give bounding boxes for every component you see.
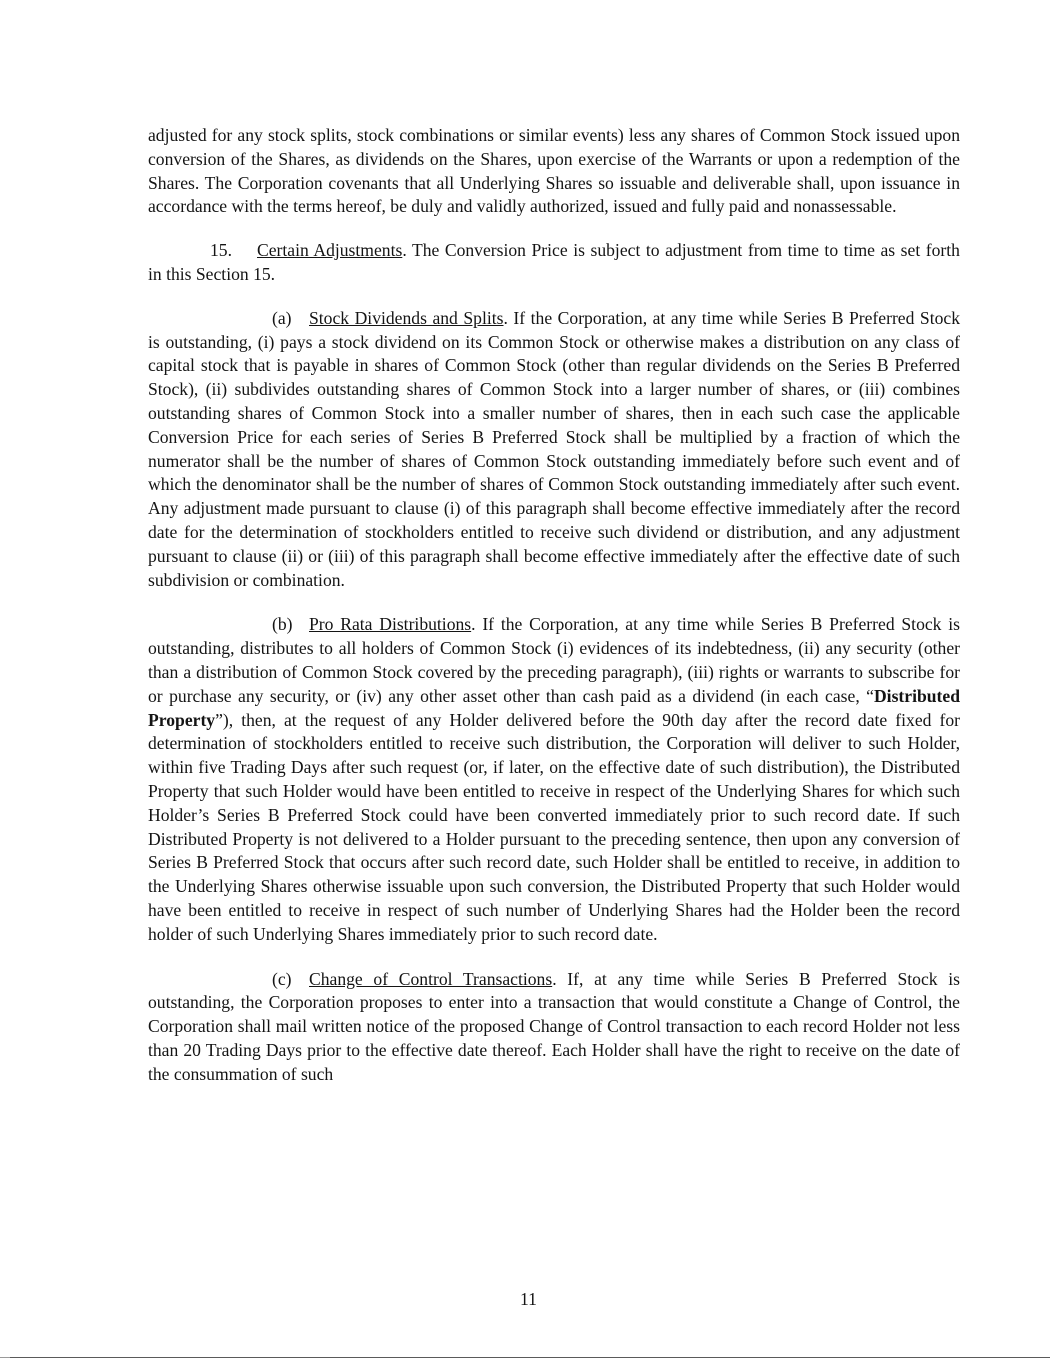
clause-a-paragraph [148, 307, 960, 593]
section-15-heading: Certain Adjustments [257, 240, 403, 261]
section-15-number: 15. [210, 240, 232, 261]
clause-c-text: . If, at any time while Series B Preferred Stock is outstanding, the Corporation proposes to enter into a transaction that would constitute a Change of Control, the Corporation shall mail written notice of the proposed Change of Control transaction to each record Holder not less than 20 Trading Days prior to the effective date thereof. Each Holder shall have the right to receive on the date of the consummation of such [148, 968, 961, 1084]
section-15-paragraph [148, 239, 960, 287]
clause-c-heading: Change of Control Transactions [309, 968, 553, 989]
clause-a-heading: Stock Dividends and Splits [309, 307, 504, 328]
clause-a-text: . If the Corporation, at any time while Series B Preferred Stock is outstanding, (i) pays a stock dividend on its Common Stock or otherwise makes a distribution on any class of capital stock that is payable in shares of Common Stock (other than regular dividends on the Series B Preferred Stock), (ii) subdivides outstanding shares of Common Stock into a larger number of shares, or (iii) combines outstanding shares of Common Stock into a smaller number of shares, then in each such case the applicable Conversion Price for each series of Series B Preferred Stock shall be multiplied by a fraction of which the numerator shall be the number of shares of Common Stock outstanding immediately before such event and of which the denominator shall be the number of shares of Common Stock outstanding immediately after such event. Any adjustment made pursuant to clause (i) of this paragraph shall become effective immediately after the record date for the determination of stockholders entitled to receive such dividend or distribution, and any adjustment pursuant to clause (ii) or (iii) of this paragraph shall become effective immediately after the effective date of such subdivision or combination. [148, 307, 961, 590]
document-page [148, 124, 960, 1086]
clause-b-label: (b) [272, 614, 293, 635]
clause-a-label: (a) [272, 307, 292, 328]
section-15-text: . The Conversion Price is subject to adjustment from time to time as set forth in this Section 15. [148, 240, 960, 284]
clause-b-text-before: . If the Corporation, at any time while Series B Preferred Stock is outstanding, distributes to all holders of Common Stock (i) evidences of its indebtedness, (ii) any security (other than a distribution of Common Stock covered by the preceding paragraph), (iii) rights or warrants to subscribe for or purchase any security, or (iv) any other asset other than cash paid as a dividend (in each case, “ [148, 614, 960, 706]
page-number: 11 [520, 1289, 537, 1309]
footer-rule-stub [0, 1357, 10, 1358]
clause-c-paragraph [148, 968, 960, 1087]
distributed-property-term: Distributed Property [148, 685, 960, 730]
clause-b-paragraph [148, 613, 960, 946]
footer-rule [10, 1357, 1050, 1358]
clause-b-text-after: ”), then, at the request of any Holder delivered before the 90th day after the record date fixed for determination of stockholders entitled to receive such distribution, the Corporation will deliver to such Holder, within five Trading Days after such request (or, if later, on the effective date of such distribution), the Distributed Property that such Holder would have been entitled to receive in respect of the Underlying Shares for which such Holder’s Series B Preferred Stock could have been converted immediately prior to such record date. If such Distributed Property is not delivered to a Holder pursuant to the preceding sentence, then upon any conversion of Series B Preferred Stock that occurs after such record date, such Holder shall be entitled to receive, in addition to the Underlying Shares otherwise issuable upon such conversion, the Distributed Property that such Holder would have been entitled to receive in respect of such number of Underlying Shares had the Holder been the record holder of such Underlying Shares immediately prior to such record date. [148, 709, 960, 944]
intro-paragraph: adjusted for any stock splits, stock combinations or similar events) less any shares of Common Stock issued upon conversion of the Shares, as dividends on the Shares, upon exercise of the Warrants or upon a redemption of the Shares. The Corporation covenants that all Underlying Shares so issuable and deliverable shall, upon issuance in accordance with the terms hereof, be duly and validly authorized, issued and fully paid and nonassessable. [148, 125, 960, 217]
clause-b-heading: Pro Rata Distributions [309, 614, 472, 635]
clause-c-label: (c) [272, 968, 292, 989]
